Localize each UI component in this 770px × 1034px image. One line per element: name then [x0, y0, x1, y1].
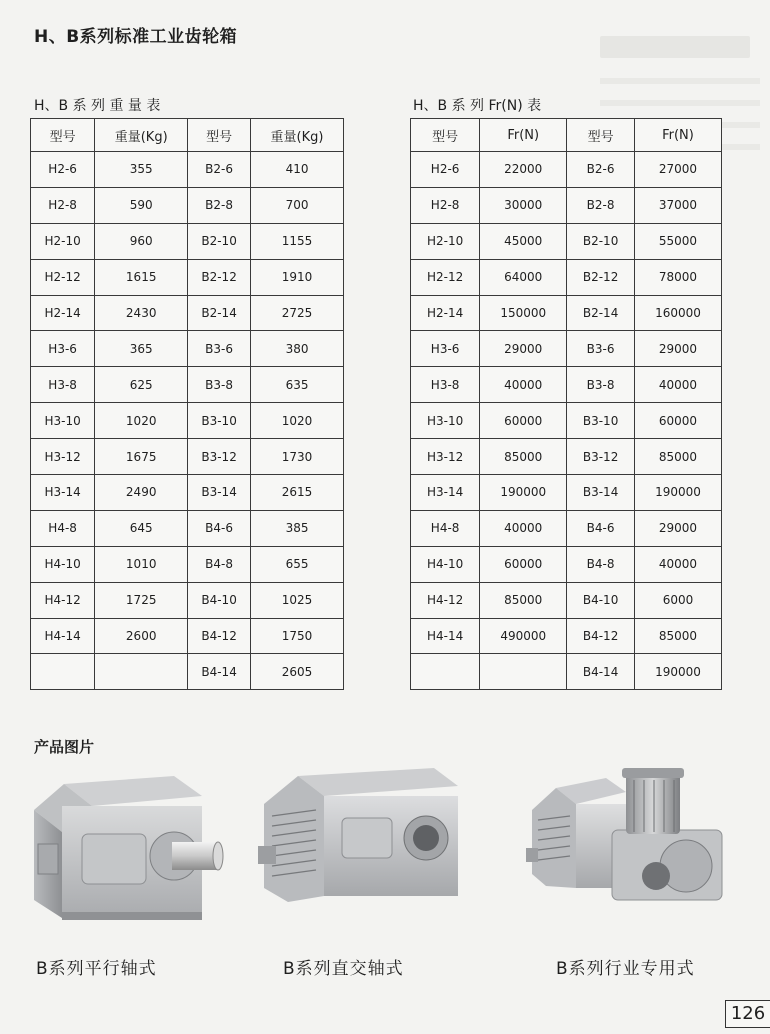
table-row	[31, 331, 344, 367]
table-cell: 60000	[480, 403, 567, 439]
table-cell	[31, 654, 95, 690]
table-cell: 1750	[251, 618, 344, 654]
table-cell: B4-6	[567, 510, 635, 546]
table-row	[411, 367, 722, 403]
table-row	[411, 439, 722, 475]
table-cell: 1675	[95, 439, 188, 475]
table-cell: H4-8	[31, 510, 95, 546]
table-row	[411, 475, 722, 511]
table-cell: B2-6	[188, 152, 251, 188]
table-row	[411, 152, 722, 188]
table-cell: 40000	[634, 546, 721, 582]
product-caption-3: B系列行业专用式	[556, 959, 695, 979]
table-cell: 190000	[480, 475, 567, 511]
page-title: H、B系列标准工业齿轮箱	[34, 27, 238, 47]
table-cell: H3-6	[31, 331, 95, 367]
table-cell: H3-10	[411, 403, 480, 439]
table-cell: H4-14	[31, 618, 95, 654]
table-cell: B3-10	[567, 403, 635, 439]
table-cell: B4-8	[188, 546, 251, 582]
table-cell: 40000	[480, 510, 567, 546]
table-cell: 85000	[480, 439, 567, 475]
table-cell: 64000	[480, 259, 567, 295]
table-cell: 2430	[95, 295, 188, 331]
table-row	[31, 582, 344, 618]
table-cell: 29000	[480, 331, 567, 367]
table-cell: B2-10	[567, 223, 635, 259]
table-cell: B2-6	[567, 152, 635, 188]
product-section-title: 产品图片	[34, 738, 95, 756]
table-cell: 2490	[95, 475, 188, 511]
table-cell: 2615	[251, 475, 344, 511]
table-cell: H2-6	[31, 152, 95, 188]
table-cell: 1910	[251, 259, 344, 295]
table-cell: H3-8	[31, 367, 95, 403]
table-row	[411, 546, 722, 582]
table-row	[31, 367, 344, 403]
header-cell: 重量(Kg)	[251, 119, 344, 152]
table-cell: 29000	[634, 510, 721, 546]
table-cell: H4-8	[411, 510, 480, 546]
table-cell: H2-6	[411, 152, 480, 188]
table-cell: H3-10	[31, 403, 95, 439]
table-cell: H2-14	[31, 295, 95, 331]
header-cell: 型号	[411, 119, 480, 152]
table-cell: B3-6	[567, 331, 635, 367]
table-cell: B2-8	[567, 187, 635, 223]
table-cell: H3-12	[31, 439, 95, 475]
table-row	[31, 654, 344, 690]
table-row	[31, 546, 344, 582]
table-cell: 40000	[634, 367, 721, 403]
table-cell: B3-6	[188, 331, 251, 367]
table-cell: 2605	[251, 654, 344, 690]
table-cell: B4-12	[567, 618, 635, 654]
product-caption-1: B系列平行轴式	[36, 959, 157, 979]
table-cell: 22000	[480, 152, 567, 188]
table-cell: 2600	[95, 618, 188, 654]
bleed-through-heading	[600, 36, 750, 58]
table-cell: 960	[95, 223, 188, 259]
table-cell: B3-12	[188, 439, 251, 475]
table-cell: H2-8	[411, 187, 480, 223]
table-cell: H3-8	[411, 367, 480, 403]
table-cell: H4-12	[411, 582, 480, 618]
table-cell: B3-10	[188, 403, 251, 439]
fr-table-title: H、B 系 列 Fr(N) 表	[413, 98, 542, 114]
table-cell: 1155	[251, 223, 344, 259]
fr-table	[410, 118, 722, 690]
table-cell: 150000	[480, 295, 567, 331]
table-cell: H3-12	[411, 439, 480, 475]
table-cell: 160000	[634, 295, 721, 331]
table-cell	[480, 654, 567, 690]
table-cell: B4-14	[188, 654, 251, 690]
table-cell: 190000	[634, 654, 721, 690]
table-cell: B4-6	[188, 510, 251, 546]
table-cell: 490000	[480, 618, 567, 654]
table-header-row	[411, 119, 722, 152]
table-cell: B4-10	[188, 582, 251, 618]
table-row	[31, 510, 344, 546]
table-cell: 655	[251, 546, 344, 582]
table-row	[411, 259, 722, 295]
parallel-shaft-gearbox-image	[24, 772, 224, 932]
table-cell: H2-10	[411, 223, 480, 259]
table-cell: 1025	[251, 582, 344, 618]
table-row	[31, 187, 344, 223]
header-cell: 重量(Kg)	[95, 119, 188, 152]
table-cell: B2-12	[188, 259, 251, 295]
table-cell: 1615	[95, 259, 188, 295]
table-cell: B4-8	[567, 546, 635, 582]
table-row	[411, 654, 722, 690]
table-cell: 30000	[480, 187, 567, 223]
table-row	[411, 618, 722, 654]
table-cell	[411, 654, 480, 690]
table-cell: 2725	[251, 295, 344, 331]
table-cell: 55000	[634, 223, 721, 259]
table-cell: 85000	[480, 582, 567, 618]
table-cell: 6000	[634, 582, 721, 618]
header-cell: Fr(N)	[634, 119, 721, 152]
table-cell: B3-8	[188, 367, 251, 403]
table-cell: 385	[251, 510, 344, 546]
table-cell: H4-14	[411, 618, 480, 654]
table-cell: 625	[95, 367, 188, 403]
table-cell: B2-12	[567, 259, 635, 295]
table-cell: 40000	[480, 367, 567, 403]
table-cell: 590	[95, 187, 188, 223]
table-row	[411, 223, 722, 259]
page-number: 126	[725, 1000, 770, 1028]
header-cell: Fr(N)	[480, 119, 567, 152]
table-cell: 380	[251, 331, 344, 367]
table-cell: H2-12	[411, 259, 480, 295]
weight-table-title: H、B 系 列 重 量 表	[34, 98, 161, 114]
table-cell: B4-10	[567, 582, 635, 618]
table-row	[31, 223, 344, 259]
table-cell: B3-14	[567, 475, 635, 511]
table-cell: 45000	[480, 223, 567, 259]
table-cell: 27000	[634, 152, 721, 188]
right-angle-gearbox-image	[258, 762, 464, 912]
table-row	[411, 187, 722, 223]
table-cell: 190000	[634, 475, 721, 511]
table-row	[411, 510, 722, 546]
table-row	[31, 259, 344, 295]
table-cell: B2-14	[567, 295, 635, 331]
table-cell: 700	[251, 187, 344, 223]
table-row	[31, 152, 344, 188]
table-cell: H2-14	[411, 295, 480, 331]
table-cell: 1020	[95, 403, 188, 439]
table-cell: H2-12	[31, 259, 95, 295]
table-cell: H4-10	[31, 546, 95, 582]
table-cell: 29000	[634, 331, 721, 367]
table-cell: H4-12	[31, 582, 95, 618]
table-cell: 1725	[95, 582, 188, 618]
table-cell: B4-14	[567, 654, 635, 690]
table-cell: 60000	[634, 403, 721, 439]
table-cell: B2-10	[188, 223, 251, 259]
table-cell: 85000	[634, 439, 721, 475]
table-cell: 365	[95, 331, 188, 367]
table-cell: H3-14	[411, 475, 480, 511]
table-cell: 1020	[251, 403, 344, 439]
table-row	[31, 475, 344, 511]
table-row	[411, 582, 722, 618]
table-cell	[95, 654, 188, 690]
table-cell: 410	[251, 152, 344, 188]
table-row	[31, 439, 344, 475]
table-cell: H3-14	[31, 475, 95, 511]
table-cell: B3-8	[567, 367, 635, 403]
table-header-row	[31, 119, 344, 152]
table-cell: H3-6	[411, 331, 480, 367]
table-cell: 645	[95, 510, 188, 546]
header-cell: 型号	[31, 119, 95, 152]
table-row	[411, 331, 722, 367]
table-cell: B3-14	[188, 475, 251, 511]
table-row	[411, 295, 722, 331]
table-cell: H4-10	[411, 546, 480, 582]
header-cell: 型号	[567, 119, 635, 152]
table-row	[31, 618, 344, 654]
table-row	[31, 295, 344, 331]
table-cell: 1730	[251, 439, 344, 475]
header-cell: 型号	[188, 119, 251, 152]
table-cell: 37000	[634, 187, 721, 223]
table-cell: B4-12	[188, 618, 251, 654]
table-cell: B3-12	[567, 439, 635, 475]
table-cell: B2-8	[188, 187, 251, 223]
table-cell: 635	[251, 367, 344, 403]
table-cell: H2-10	[31, 223, 95, 259]
table-cell: H2-8	[31, 187, 95, 223]
table-row	[31, 403, 344, 439]
industry-gearbox-image	[526, 748, 748, 918]
table-cell: 85000	[634, 618, 721, 654]
table-cell: 60000	[480, 546, 567, 582]
table-cell: 355	[95, 152, 188, 188]
table-row	[411, 403, 722, 439]
weight-table	[30, 118, 344, 690]
product-caption-2: B系列直交轴式	[283, 959, 404, 979]
table-cell: 78000	[634, 259, 721, 295]
table-cell: B2-14	[188, 295, 251, 331]
table-cell: 1010	[95, 546, 188, 582]
